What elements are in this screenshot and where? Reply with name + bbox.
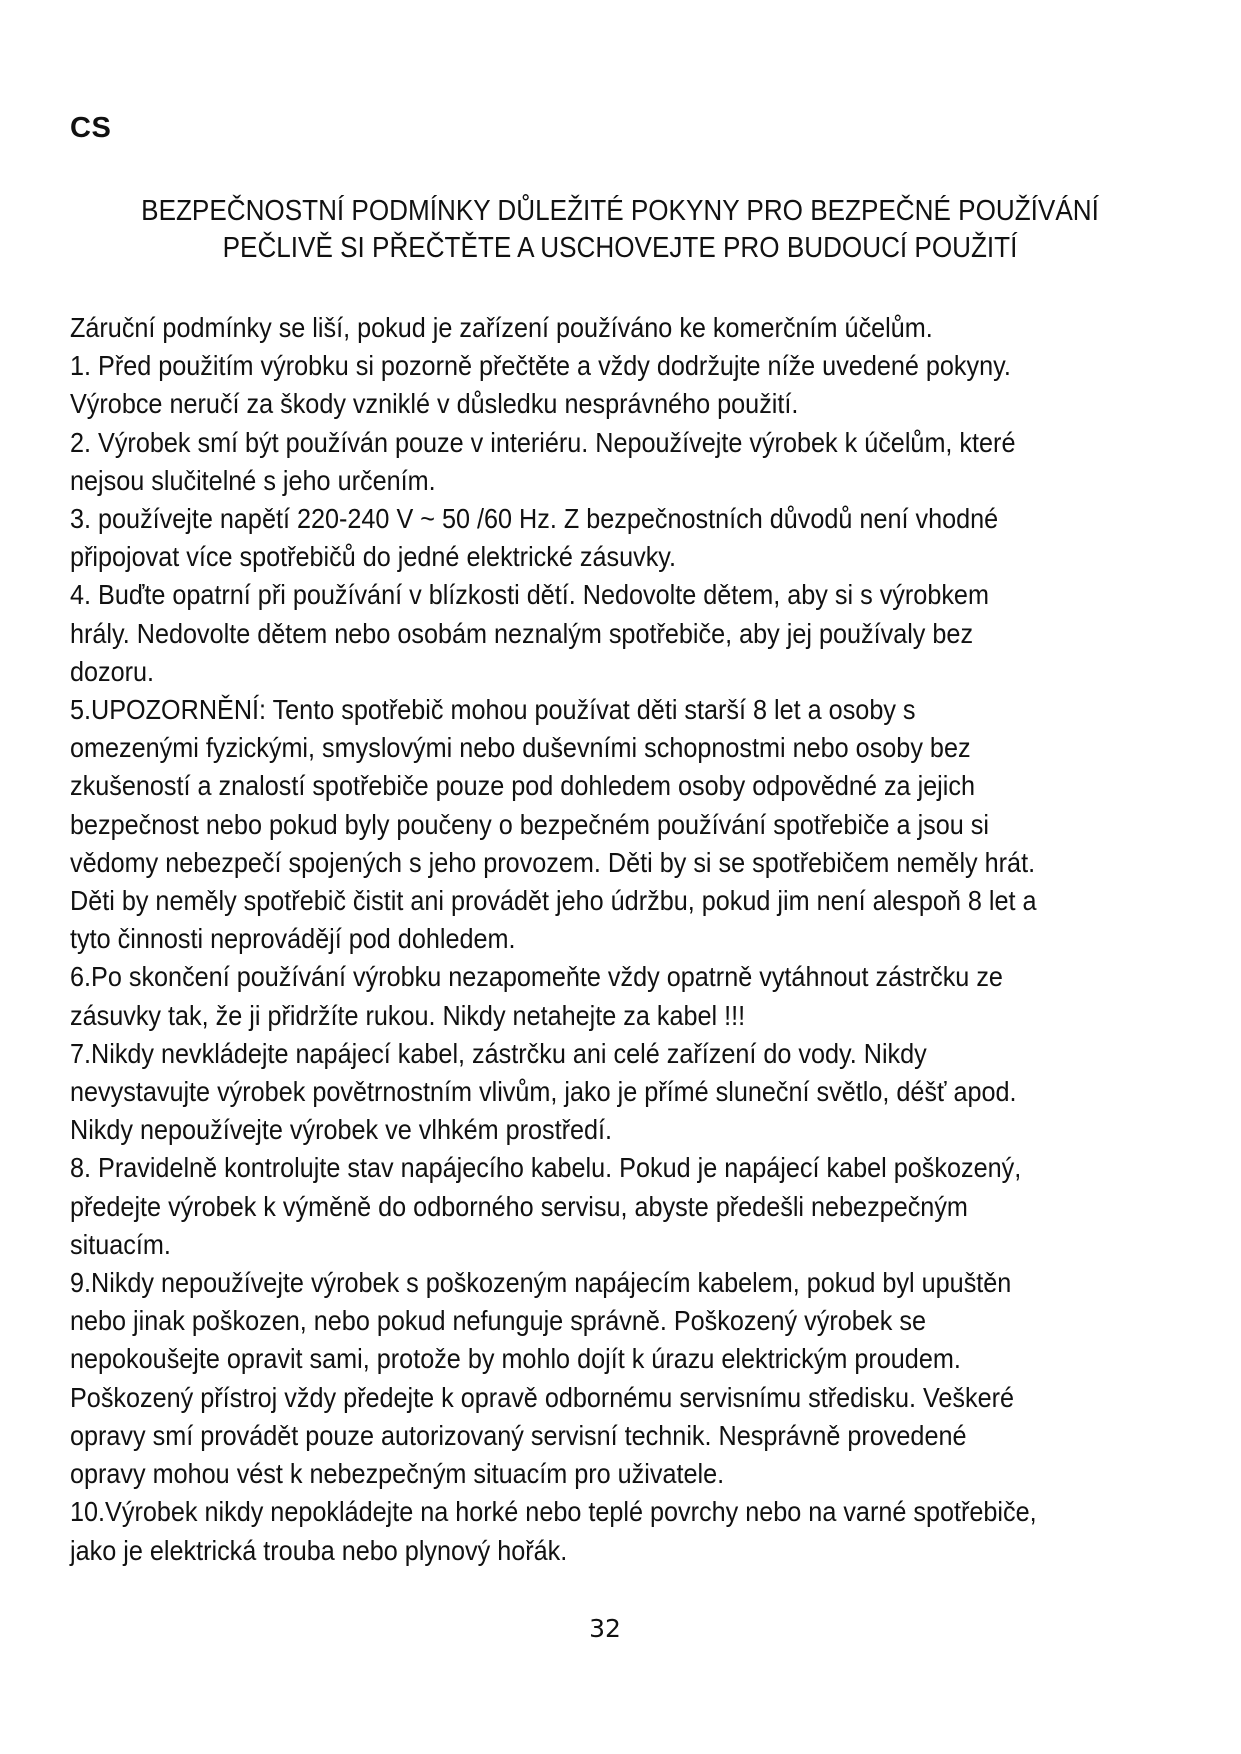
body-line: 5.UPOZORNĚNÍ: Tento spotřebič mohou používat děti starší 8 let a osoby s bbox=[70, 694, 916, 726]
body-line: Poškozený přístroj vždy předejte k opravě odbornému servisnímu středisku. Veškeré bbox=[70, 1381, 1015, 1413]
body-line: opravy smí provádět pouze autorizovaný servisní technik. Nesprávně provedené bbox=[70, 1419, 967, 1451]
body-line: vědomy nebezpečí spojených s jeho provozem. Děti by si se spotřebičem neměly hrát. bbox=[70, 846, 1036, 878]
body-line: omezenými fyzickými, smyslovými nebo duševními schopnostmi nebo osoby bez bbox=[70, 732, 971, 764]
page-number: 32 bbox=[589, 1614, 621, 1643]
body-line: dozoru. bbox=[70, 655, 155, 687]
language-code: CS bbox=[70, 112, 112, 144]
body-line: Děti by neměly spotřebič čistit ani provádět jeho údržbu, pokud jim není alespoň 8 let a bbox=[70, 885, 1037, 917]
body-line: nejsou slučitelné s jeho určením. bbox=[70, 464, 436, 496]
safety-heading bbox=[116, 193, 1124, 267]
body-line: Záruční podmínky se liší, pokud je zařízení používáno ke komerčním účelům. bbox=[70, 312, 933, 343]
body-line: připojovat více spotřebičů do jedné elektrické zásuvky. bbox=[70, 541, 677, 573]
body-line: 10.Výrobek nikdy nepokládejte na horké nebo teplé povrchy nebo na varné spotřebiče, bbox=[70, 1496, 1037, 1528]
body-line: nebo jinak poškozen, nebo pokud nefunguje správně. Poškozený výrobek se bbox=[70, 1305, 926, 1337]
body-line: Nikdy nepoužívejte výrobek ve vlhkém prostředí. bbox=[70, 1114, 613, 1146]
safety-instructions-body bbox=[70, 309, 1037, 1570]
heading-line-1: BEZPEČNOSTNÍ PODMÍNKY DŮLEŽITÉ POKYNY PRO BEZPEČNÉ POUŽÍVÁNÍ bbox=[141, 195, 1099, 227]
body-line: bezpečnost nebo pokud byly poučeny o bezpečném používání spotřebiče a jsou si bbox=[70, 808, 990, 840]
body-line: 4. Buďte opatrní při používání v blízkosti dětí. Nedovolte dětem, aby si s výrobkem bbox=[70, 579, 989, 611]
body-line: 1. Před použitím výrobku si pozorně přečtěte a vždy dodržujte níže uvedené pokyny. bbox=[70, 350, 1011, 382]
body-line: jako je elektrická trouba nebo plynový hořák. bbox=[70, 1534, 568, 1566]
body-line: 6.Po skončení používání výrobku nezapomeňte vždy opatrně vytáhnout zástrčku ze bbox=[70, 961, 1003, 993]
body-line: tyto činnosti neprovádějí pod dohledem. bbox=[70, 923, 516, 955]
body-line: situacím. bbox=[70, 1228, 171, 1260]
body-line: opravy mohou vést k nebezpečným situacím pro uživatele. bbox=[70, 1458, 725, 1490]
body-line: 9.Nikdy nepoužívejte výrobek s poškozeným napájecím kabelem, pokud byl upuštěn bbox=[70, 1267, 1012, 1299]
body-line: hrály. Nedovolte dětem nebo osobám neznalým spotřebiče, aby jej používaly bez bbox=[70, 617, 974, 649]
body-line: 3. používejte napětí 220-240 V ~ 50 /60 Hz. Z bezpečnostních důvodů není vhodné bbox=[70, 503, 999, 535]
body-line: 2. Výrobek smí být používán pouze v interiéru. Nepoužívejte výrobek k účelům, které bbox=[70, 426, 1016, 458]
body-line: Výrobce neručí za škody vzniklé v důsledku nesprávného použití. bbox=[70, 388, 799, 420]
body-line: nevystavujte výrobek povětrnostním vlivům, jako je přímé sluneční světlo, déšť apod. bbox=[70, 1076, 1017, 1108]
body-line: zásuvky tak, že ji přidržíte rukou. Nikdy netahejte za kabel !!! bbox=[70, 999, 746, 1031]
heading-line-2: PEČLIVĚ SI PŘEČTĚTE A USCHOVEJTE PRO BUDOUCÍ POUŽITÍ bbox=[222, 232, 1018, 264]
body-line: předejte výrobek k výměně do odborného servisu, abyste předešli nebezpečným bbox=[70, 1190, 968, 1222]
body-line: zkušeností a znalostí spotřebiče pouze pod dohledem osoby odpovědné za jejich bbox=[70, 770, 976, 802]
body-line: 8. Pravidelně kontrolujte stav napájecího kabelu. Pokud je napájecí kabel poškozený, bbox=[70, 1152, 1022, 1184]
body-line: nepokoušejte opravit sami, protože by mohlo dojít k úrazu elektrickým proudem. bbox=[70, 1343, 961, 1375]
body-line: 7.Nikdy nevkládejte napájecí kabel, zástrčku ani celé zařízení do vody. Nikdy bbox=[70, 1037, 927, 1069]
